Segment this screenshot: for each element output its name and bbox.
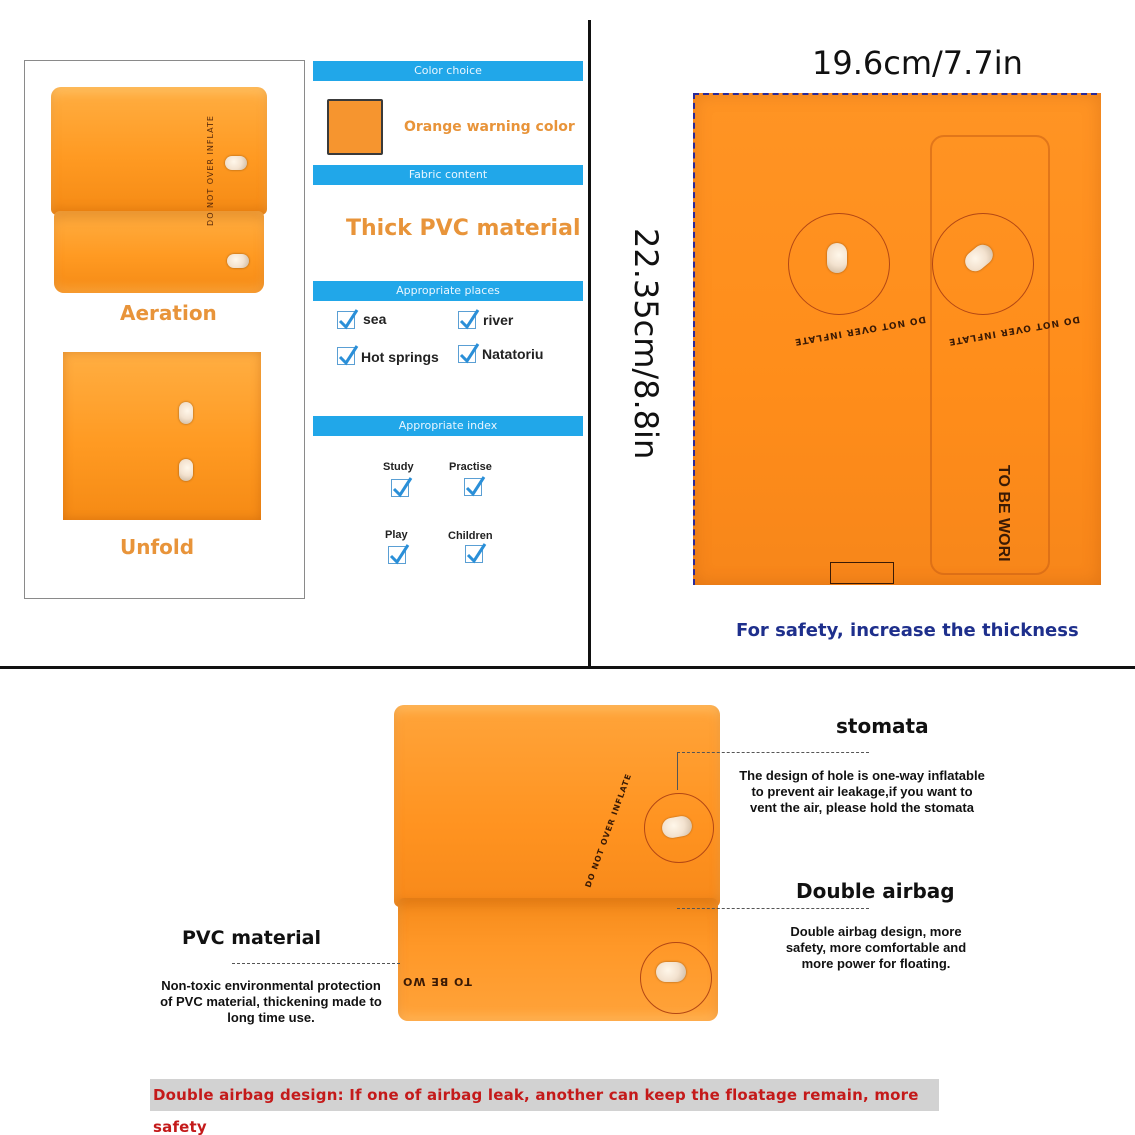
- place-hot-springs: Hot springs: [361, 349, 439, 365]
- stomata-title: stomata: [836, 714, 929, 738]
- checkbox-sea[interactable]: [337, 311, 355, 329]
- checkbox-river[interactable]: [458, 311, 476, 329]
- pvc-leader: [232, 963, 400, 964]
- place-natatoriu: Natatoriu: [482, 346, 544, 362]
- warning-print: DO NOT OVER INFLATE: [205, 115, 215, 226]
- bag-print-text: TO BE WO: [402, 975, 472, 988]
- index-header: Appropriate index: [313, 416, 583, 436]
- checkmark-icon: [465, 541, 487, 565]
- aeration-bag-upper: [51, 87, 267, 215]
- aeration-bag-lower: [54, 211, 264, 293]
- checkbox-natatoriu[interactable]: [458, 345, 476, 363]
- width-dimension: 19.6cm/7.7in: [812, 44, 1023, 82]
- checkmark-icon: [337, 307, 359, 331]
- valve-icon: [656, 962, 686, 982]
- place-river: river: [483, 312, 514, 328]
- checkmark-icon: [458, 307, 480, 331]
- stomata-leader-vertical: [677, 752, 678, 790]
- checkmark-icon: [464, 474, 486, 498]
- valve-icon: [179, 459, 193, 481]
- checkmark-icon: [391, 475, 413, 499]
- place-sea: sea: [363, 311, 387, 327]
- airbag-leader: [677, 908, 869, 909]
- valve-icon: [227, 254, 249, 268]
- checkmark-icon: [337, 343, 359, 367]
- valve-icon: [827, 243, 847, 273]
- valve-warning-print: DO NOT OVER INFLATE: [583, 772, 634, 889]
- bag-print-text: TO BE WORI: [995, 465, 1012, 562]
- valve-icon: [225, 156, 247, 170]
- checkbox-hot-springs[interactable]: [337, 347, 355, 365]
- aeration-label: Aeration: [120, 301, 217, 325]
- stomata-leader: [677, 752, 869, 753]
- checkbox-practise[interactable]: [464, 478, 482, 496]
- checkmark-icon: [388, 542, 410, 566]
- pvc-title: PVC material: [182, 927, 321, 949]
- checkmark-icon: [458, 341, 480, 365]
- index-practise-label: Practise: [449, 461, 492, 473]
- index-children-label: Children: [448, 530, 493, 542]
- horizontal-divider: [0, 666, 1135, 669]
- stomata-description: The design of hole is one-way inflatable to prevent air leakage,if you want to vent the air, please hold the stomata: [739, 768, 985, 815]
- product-frame: [24, 60, 305, 599]
- valve-warning-print: DO NOT OVER INFLATE: [947, 313, 1081, 347]
- valve-warning-print: DO NOT OVER INFLATE: [793, 313, 927, 347]
- fabric-header: Fabric content: [313, 165, 583, 185]
- checkbox-children[interactable]: [465, 545, 483, 563]
- checkbox-play[interactable]: [388, 546, 406, 564]
- valve-icon: [179, 402, 193, 424]
- bag-seam: [930, 135, 1050, 575]
- places-header: Appropriate places: [313, 281, 583, 301]
- width-guide-line: [693, 93, 1097, 95]
- height-dimension: 22.35cm/8.8in: [627, 228, 665, 460]
- index-study-label: Study: [383, 461, 414, 473]
- unfold-bag: [63, 352, 261, 520]
- height-guide-line: [693, 93, 695, 585]
- bottom-banner: Double airbag design: If one of airbag leak, another can keep the floatage remain, more safety: [150, 1079, 939, 1111]
- color-name: Orange warning color: [404, 119, 575, 135]
- pvc-description: Non-toxic environmental protection of PVC material, thickening made to long time use.: [160, 978, 382, 1025]
- vertical-divider: [588, 20, 591, 666]
- checkbox-study[interactable]: [391, 479, 409, 497]
- color-choice-header: Color choice: [313, 61, 583, 81]
- airbag-title: Double airbag: [796, 879, 955, 903]
- safety-caption: For safety, increase the thickness: [736, 620, 1079, 641]
- color-swatch: [327, 99, 383, 155]
- fabric-value: Thick PVC material: [346, 216, 581, 241]
- bag-label-box: [830, 562, 894, 584]
- airbag-description: Double airbag design, more safety, more comfortable and more power for floating.: [785, 924, 967, 971]
- index-play-label: Play: [385, 529, 408, 541]
- unfold-label: Unfold: [120, 535, 195, 559]
